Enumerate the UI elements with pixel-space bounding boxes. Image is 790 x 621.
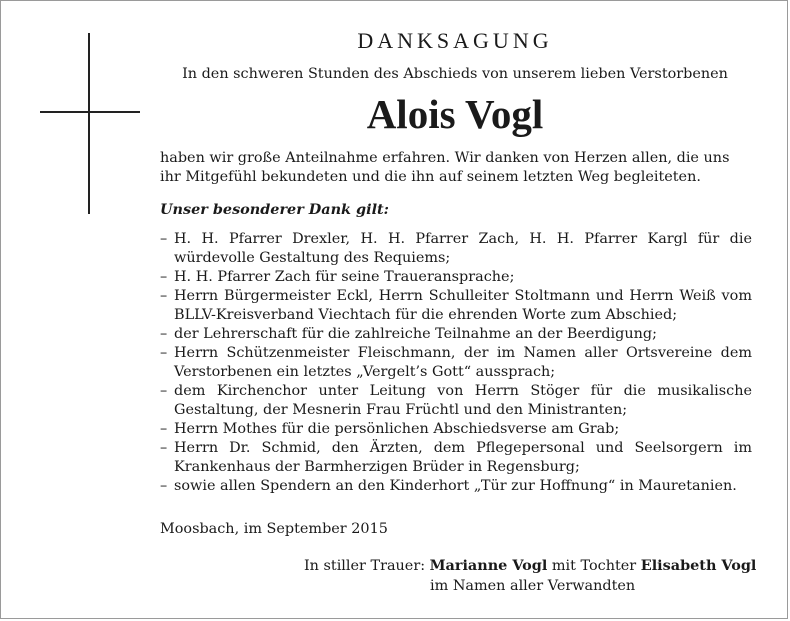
list-item bbox=[160, 420, 752, 439]
list-item bbox=[160, 477, 752, 496]
list-item-text: Herrn Dr. Schmid, den Ärzten, dem Pflegepersonal und Seelsorgern im Krankenhaus der Barmherzigen Brüder in Regensburg; bbox=[174, 440, 752, 475]
cross-horizontal-bar bbox=[40, 111, 140, 113]
list-item-text: Herrn Mothes für die persönlichen Abschiedsverse am Grab; bbox=[174, 421, 620, 437]
mourning-signature bbox=[304, 556, 756, 596]
list-item bbox=[160, 268, 752, 287]
dash-marker: – bbox=[160, 421, 168, 437]
mourning-line-1 bbox=[304, 556, 756, 576]
list-item-text: sowie allen Spendern an den Kinderhort „Tür zur Hoffnung“ in Mauretanien. bbox=[174, 478, 737, 494]
special-thanks-label: Unser besonderer Dank gilt: bbox=[160, 201, 389, 218]
list-item bbox=[160, 344, 752, 382]
list-item bbox=[160, 325, 752, 344]
list-item bbox=[160, 287, 752, 325]
thanks-list bbox=[160, 230, 752, 496]
mourning-line-2: im Namen aller Verwandten bbox=[430, 578, 636, 594]
dash-marker: – bbox=[160, 231, 168, 247]
dash-marker: – bbox=[160, 440, 168, 456]
dash-marker: – bbox=[160, 345, 168, 361]
dash-marker: – bbox=[160, 326, 168, 342]
thanks-paragraph: haben wir große Anteilnahme erfahren. Wir danken von Herzen allen, die uns ihr Mitgefühl bekundeten und die ihn auf seinem letzten Weg begleiteten. bbox=[160, 150, 730, 185]
mourning-with: mit Tochter bbox=[551, 558, 637, 574]
cross-vertical-bar bbox=[88, 33, 90, 214]
list-item-text: Herrn Schützenmeister Fleischmann, der im Namen aller Ortsvereine dem Verstorbenen ein letztes „Vergelt’s Gott“ aussprach; bbox=[174, 345, 752, 380]
mourner-name-2: Elisabeth Vogl bbox=[640, 557, 757, 574]
list-item bbox=[160, 230, 752, 268]
list-item-text: der Lehrerschaft für die zahlreiche Teilnahme an der Beerdigung; bbox=[174, 326, 657, 342]
list-item-text: Herrn Bürgermeister Eckl, Herrn Schulleiter Stoltmann und Herrn Weiß vom BLLV-Kreisverband Viechtach für die ehrenden Worte zum Abschied; bbox=[174, 288, 752, 323]
intro-line: In den schweren Stunden des Abschieds von unserem lieben Verstorbenen bbox=[182, 66, 728, 82]
dash-marker: – bbox=[160, 269, 168, 285]
place-date: Moosbach, im September 2015 bbox=[160, 521, 388, 537]
dash-marker: – bbox=[160, 288, 168, 304]
dash-marker: – bbox=[160, 478, 168, 494]
list-item-text: H. H. Pfarrer Zach für seine Traueransprache; bbox=[174, 269, 515, 285]
list-item bbox=[160, 439, 752, 477]
list-item-text: dem Kirchenchor unter Leitung von Herrn Stöger für die musikalische Gestaltung, der Mesnerin Frau Früchtl und den Ministranten; bbox=[174, 383, 752, 418]
list-item-text: H. H. Pfarrer Drexler, H. H. Pfarrer Zach, H. H. Pfarrer Kargl für die würdevolle Gestaltung des Requiems; bbox=[174, 231, 752, 266]
list-item bbox=[160, 382, 752, 420]
dash-marker: – bbox=[160, 383, 168, 399]
mourning-prefix: In stiller Trauer: bbox=[304, 558, 426, 574]
notice-heading: DANKSAGUNG bbox=[357, 28, 553, 53]
deceased-name: Alois Vogl bbox=[366, 91, 544, 137]
mourner-name-1: Marianne Vogl bbox=[429, 557, 548, 574]
